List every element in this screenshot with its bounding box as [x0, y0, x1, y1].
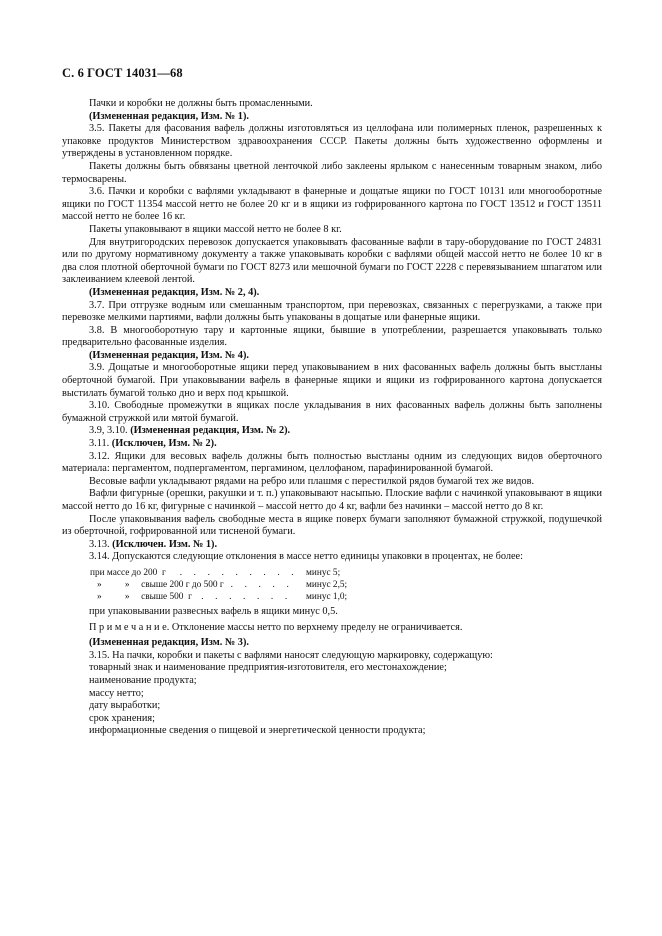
note — [62, 622, 602, 635]
table-row — [90, 567, 347, 579]
note-label: П р и м е ч а н и е. — [89, 621, 170, 633]
clause-3-14: 3.14. Допускаются следующие отклонения в массе нетто единицы упаковки в процентах, не более: — [89, 551, 523, 563]
clause-numbers: 3.9, 3.10. — [89, 425, 131, 437]
paragraph: После упаковывания вафель свободные места в ящике поверх бумаги заполняют бумажной стружкой, подушечкой из оберточной, гофрированной или тисненой бумаги. — [62, 513, 602, 538]
page-header: С. 6 ГОСТ 14031—68 — [62, 66, 183, 80]
amendment-note: (Измененная редакция, Изм. № 4). — [89, 349, 249, 361]
marking-item: массу нетто; — [89, 687, 144, 699]
clause-3-11 — [62, 438, 602, 451]
table-cell-value: минус 2,5; — [306, 579, 348, 590]
clause-3-5: 3.5. Пакеты для фасования вафель должны изготовляться из целлофана или полимерных пленок, разрешенных к упаковке продуктов Министерством здравоохранения СССР. Пакеты должны быть художественно оформлены и утверждены в установленном порядке. — [62, 123, 602, 160]
amendment-note: (Измененная редакция, Изм. № 2, 4). — [89, 286, 260, 298]
clause-3-8: 3.8. В многооборотную тару и картонные ящики, бывшие в употреблении, разрешается упаковывать только предварительно фасованные изделия. — [62, 324, 602, 349]
table-cell-mass: » » свыше 200 г до 500 г . . . . . — [90, 579, 289, 590]
excluded-note: (Исключен, Изм. № 2). — [111, 438, 217, 450]
table-cell-mass: при массе до 200 г . . . . . . . . . — [90, 567, 294, 578]
paragraph: Весовые вафли укладывают рядами на ребро или плашмя с перестилкой рядов бумагой тех же видов. — [89, 475, 535, 487]
amendment-note: (Измененная редакция, Изм. № 1). — [89, 110, 249, 122]
table-cell-mass: » » свыше 500 г . . . . . . . — [90, 591, 288, 602]
table-cell-value: минус 1,0; — [306, 591, 348, 602]
clause-3-6: 3.6. Пачки и коробки с вафлями укладывают в фанерные и дощатые ящики по ГОСТ 10131 или многооборотные ящики по ГОСТ 11354 массой нетто не более 20 кг и в ящики из гофрированного картона по ГОСТ 13512 и ГОСТ 13511 массой нетто не более 16 кг. — [62, 186, 602, 223]
amendment-note: (Измененная редакция, Изм. № 2). — [130, 425, 291, 437]
marking-item: товарный знак и наименование предприятия-изготовителя, его местонахождение; — [89, 662, 447, 674]
marking-item: срок хранения; — [89, 712, 156, 724]
marking-item: информационные сведения о пищевой и энергетической ценности продукта; — [89, 725, 426, 737]
clause-number: 3.13. — [89, 538, 113, 550]
table-cell-value: минус 5; — [306, 567, 341, 578]
paragraph: Для внутригородских перевозок допускается упаковывать фасованные вафли в тару-оборудование по ГОСТ 24831 или по другому нормативному документу а также упаковывать коробки с вафлями общей массой нетто не более 10 кг в два слоя плотной оберточной бумаги по ГОСТ 8273 или мешочной бумаги по ГОСТ 2228 с перевязыванием шпагатом или заклеиванием клеевой лентой. — [62, 236, 602, 286]
table-row — [90, 591, 347, 603]
amendment-note: (Измененная редакция, Изм. № 3). — [89, 637, 249, 649]
tolerance-table — [90, 567, 347, 603]
amendment-line — [62, 425, 602, 438]
paragraph: Пачки и коробки не должны быть промасленными. — [89, 98, 313, 109]
marking-item: дату выработки; — [89, 700, 161, 712]
document-body — [62, 98, 602, 738]
clause-3-7: 3.7. При отгрузке водным или смешанным транспортом, при перевозках, связанных с перегрузками, а также при перевозке мелкими партиями, вафли должны быть упакованы в дощатые или фанерные ящики. — [62, 299, 602, 324]
clause-3-13 — [62, 539, 602, 552]
excluded-note: (Исключен. Изм. № 1). — [112, 538, 218, 550]
clause-3-12: 3.12. Ящики для весовых вафель должны быть полностью выстланы одним из следующих видов оберточного материала: пергаментом, подпергаментом, пергамином, целлофаном, парафинированной бумагой. — [62, 450, 602, 475]
paragraph: Пакеты должны быть обвязаны цветной ленточкой либо заклеены ярлыком с нанесенным товарным знаком, либо термосварены. — [62, 160, 602, 185]
table-row — [90, 579, 347, 591]
marking-item: наименование продукта; — [89, 674, 197, 686]
paragraph: при упаковывании развесных вафель в ящики минус 0,5. — [89, 605, 338, 617]
clause-3-10: 3.10. Свободные промежутки в ящиках после укладывания в них фасованных вафель должны быть заполнены бумажной стружкой или мятой бумагой. — [62, 400, 602, 424]
paragraph: Пакеты упаковывают в ящики массой нетто не более 8 кг. — [89, 223, 342, 235]
clause-3-15: 3.15. На пачки, коробки и пакеты с вафлями наносят следующую маркировку, содержащую: — [89, 649, 493, 661]
note-text: Отклонение массы нетто по верхнему пределу не ограничивается. — [169, 621, 463, 633]
paragraph: Вафли фигурные (орешки, ракушки и т. п.) упаковывают насыпью. Плоские вафли с начинкой упаковывают в ящики массой нетто до 16 кг, фигурные с начинкой – массой нетто до 4 кг, вафли без начинки – массой нетто до 8 кг. — [62, 488, 602, 512]
clause-3-9: 3.9. Дощатые и многооборотные ящики перед упаковыванием в них фасованных вафель должны быть выстланы оберточной бумагой. При упаковывании вафель в фанерные ящики и ящики из гофрированного картона допускается выстилать бумагой только дно и верх под крышкой. — [62, 362, 602, 399]
clause-number: 3.11. — [89, 438, 112, 450]
